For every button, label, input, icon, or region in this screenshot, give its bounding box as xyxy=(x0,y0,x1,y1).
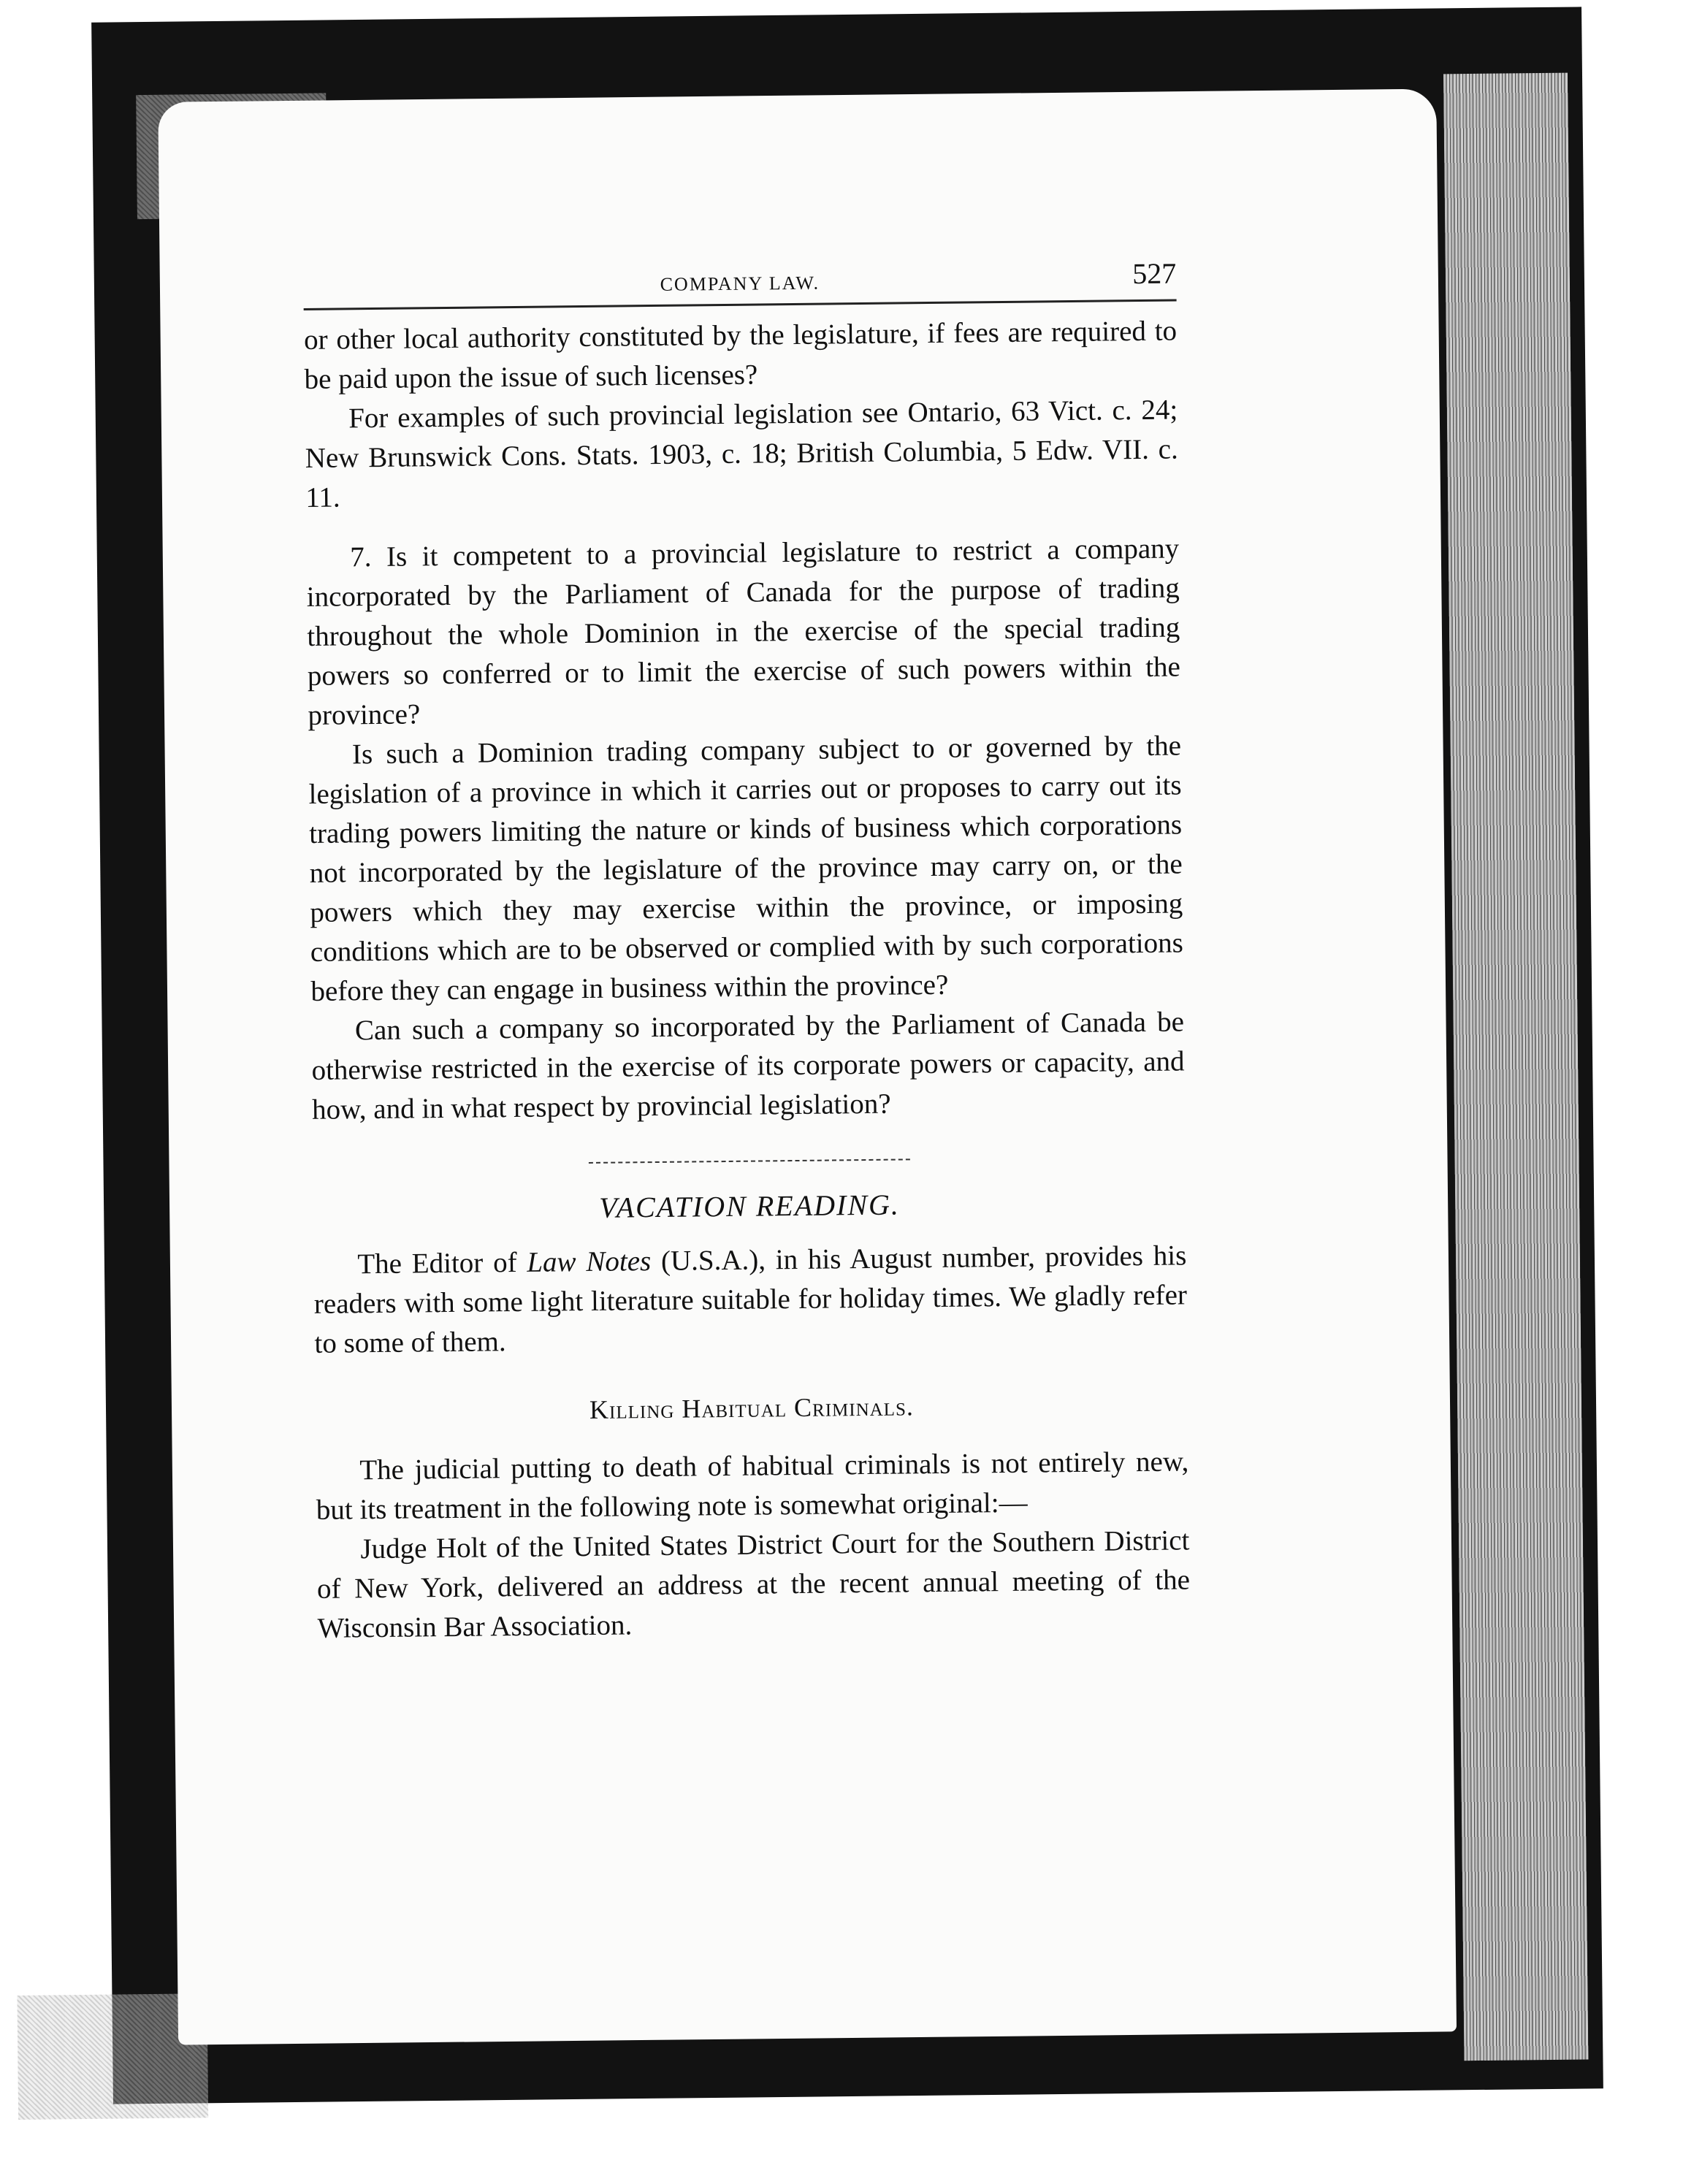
question-paragraph: 7. Is it competent to a provincial legislature to restrict a company incorporated by the Parliament of Canada for the purpose of trading throughout the whole Dominion in the exercise of the special trading powers so conferred or to limit the exercise of such powers within the province? xyxy=(306,532,1181,731)
section-divider xyxy=(588,1158,909,1164)
page-number: 527 xyxy=(1132,256,1177,291)
text-run: (U.S.A.), in his August number, provides his readers with some light literature suitable for holiday times. We gladly refer to some of them. xyxy=(313,1240,1188,1359)
paragraph: Is such a Dominion trading company subject to or governed by the legislation of a province in which it carries out or proposes to carry out its trading powers limiting the nature or kinds of business which corporations not incorporated by the legislature of the province may carry on, or the powers which they may exercise within the province, or imposing conditions which are to be observed or complied with by such corporations before they can engage in business within the province? xyxy=(308,730,1184,1007)
page-edges xyxy=(1443,73,1588,2061)
text-run: The Editor of xyxy=(357,1246,527,1280)
running-title: COMPANY LAW. xyxy=(660,272,820,295)
paragraph: or other local authority constituted by the legislature, if fees are required to be paid upon the issue of such licenses? xyxy=(303,315,1178,395)
paragraph: Judge Holt of the United States District Court for the Southern District of New York, delivered an address at the recent annual meeting of the Wisconsin Bar Association. xyxy=(316,1524,1191,1644)
paragraph: The judicial putting to death of habitual criminals is not entirely new, but its treatment in the following note is somewhat original:— xyxy=(316,1446,1189,1526)
paragraph: For examples of such provincial legislation see Ontario, 63 Vict. c. 24; New Brunswick Cons. Stats. 1903, c. 18; British Columbia, 5 Edw. VII. c. 11. xyxy=(305,394,1178,513)
sub-heading: Killing Habitual Criminals. xyxy=(589,1391,915,1424)
section-title: VACATION READING. xyxy=(598,1188,901,1224)
paragraph xyxy=(313,1236,1188,1364)
running-head xyxy=(303,253,1177,310)
publication-title: Law Notes xyxy=(527,1245,652,1278)
paragraph: Can such a company so incorporated by the Parliament of Canada be otherwise restricted in the exercise of its corporate powers or capacity, and how, and in what respect by provincial legislation? xyxy=(311,1006,1185,1126)
page-text xyxy=(303,253,1191,1648)
